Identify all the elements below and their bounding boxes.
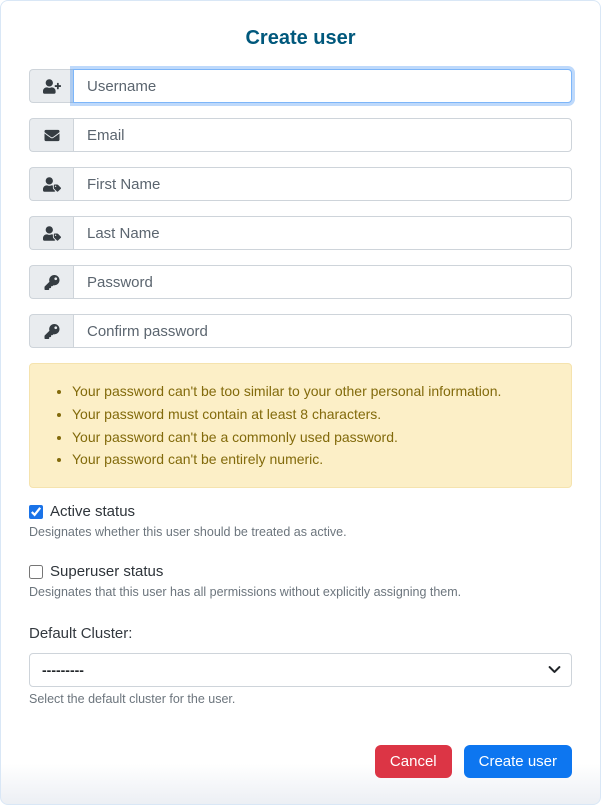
last-name-input[interactable] xyxy=(73,216,572,250)
form-actions xyxy=(375,745,572,778)
key-icon xyxy=(29,265,73,299)
password-rule: • Your password can't be a commonly used password. xyxy=(72,429,555,446)
superuser-status-label[interactable] xyxy=(29,563,572,580)
password-rule: • Your password can't be too similar to your other personal information. xyxy=(72,383,555,400)
first-name-input[interactable] xyxy=(73,167,572,201)
confirm-password-input[interactable] xyxy=(73,314,572,348)
email-input[interactable] xyxy=(73,118,572,152)
active-status-text: Active status xyxy=(50,503,136,521)
envelope-icon xyxy=(29,118,73,152)
active-status-checkbox[interactable] xyxy=(29,505,43,519)
password-input[interactable] xyxy=(73,265,572,299)
form-body xyxy=(1,28,600,706)
confirm-password-field-group xyxy=(29,314,572,348)
username-input[interactable] xyxy=(73,69,572,103)
active-status-label[interactable] xyxy=(29,503,572,520)
password-rules-list xyxy=(30,383,555,468)
email-field-group xyxy=(29,118,572,152)
password-rule: • Your password must contain at least 8 characters. xyxy=(72,406,555,423)
user-tag-icon xyxy=(29,167,73,201)
superuser-status-help: Designates that this user has all permissions without explicitly assigning them. xyxy=(29,585,462,600)
superuser-status-text: Superuser status xyxy=(50,563,164,581)
user-plus-icon xyxy=(29,69,73,103)
default-cluster-select[interactable] xyxy=(29,653,572,687)
username-field-group xyxy=(29,69,572,103)
password-field-group xyxy=(29,265,572,299)
default-cluster-label: Default Cluster: xyxy=(29,625,133,643)
password-rules-alert xyxy=(29,363,572,488)
default-cluster-help: Select the default cluster for the user. xyxy=(29,692,236,707)
default-cluster-select-wrap xyxy=(29,653,572,687)
key-icon xyxy=(29,314,73,348)
password-rule: • Your password can't be entirely numeric. xyxy=(72,451,555,468)
last-name-field-group xyxy=(29,216,572,250)
superuser-status-block xyxy=(29,563,572,599)
superuser-status-checkbox[interactable] xyxy=(29,565,43,579)
active-status-help: Designates whether this user should be treated as active. xyxy=(29,525,347,540)
active-status-block xyxy=(29,503,572,539)
first-name-field-group xyxy=(29,167,572,201)
page-title: Create user xyxy=(245,27,356,49)
create-user-button[interactable]: Create user xyxy=(464,745,572,778)
cancel-button[interactable]: Cancel xyxy=(375,745,452,778)
user-tag-icon xyxy=(29,216,73,250)
